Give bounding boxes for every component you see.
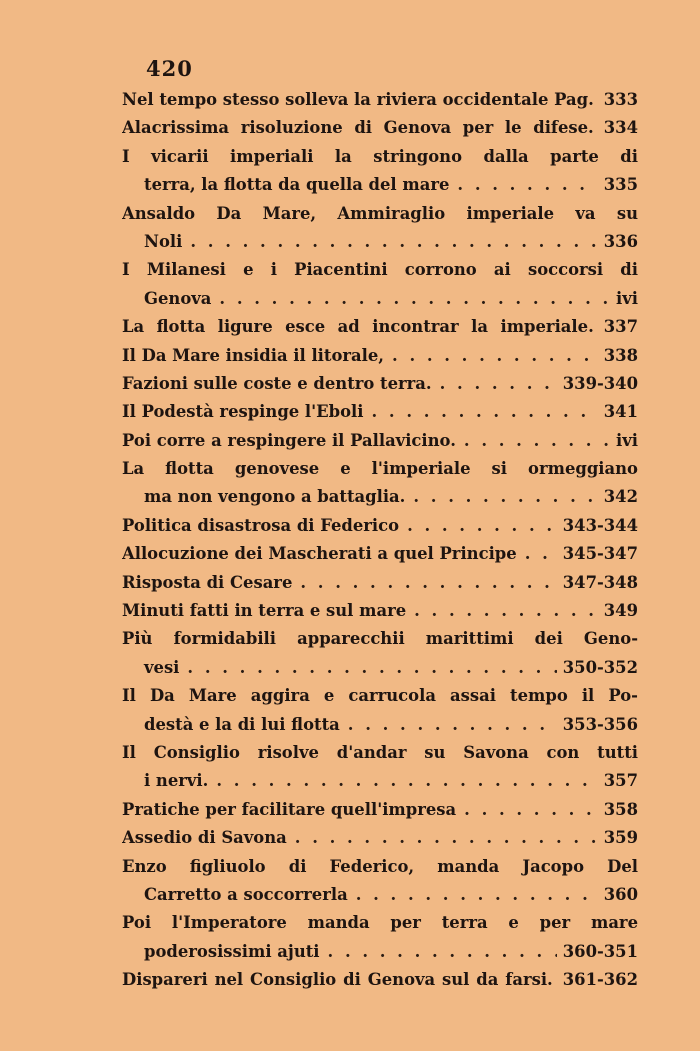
- toc-page-ref: ivi: [616, 288, 638, 308]
- toc-line: [122, 569, 638, 597]
- toc-entry-text: Il Consiglio risolve d'andar su Savona con tutti: [122, 742, 638, 762]
- toc-page-ref: 335: [603, 175, 638, 195]
- toc-entry-text: poderosissimi ajuti: [144, 941, 320, 961]
- toc-line: [122, 313, 638, 341]
- toc-entry-text: Politica disastrosa di Federico: [122, 515, 400, 535]
- toc-line: [122, 455, 638, 483]
- toc-line: [122, 200, 638, 228]
- toc-line: [122, 512, 638, 540]
- dot-leader: [187, 654, 556, 682]
- toc-entry-text: Alacrissima risoluzione di Genova per le difese.: [122, 118, 594, 138]
- toc-page-ref: 347-348: [562, 572, 638, 592]
- toc-entry-text: Assedio di Savona: [122, 828, 287, 848]
- toc-page-ref: 336: [603, 231, 638, 251]
- toc-line: [122, 256, 638, 284]
- dot-leader: [356, 881, 598, 909]
- toc-page-ref: 359: [603, 828, 638, 848]
- toc-line: [122, 427, 638, 455]
- toc-line: [122, 739, 638, 767]
- toc-page-ref: 343-344: [562, 515, 638, 535]
- toc-entry-text: Il Podestà respinge l'Eboli: [122, 402, 364, 422]
- toc-entry-text: Carretto a soccorrerla: [144, 884, 348, 904]
- toc-entry-text: ma non vengono a battaglia.: [144, 487, 406, 507]
- toc-entry-text: terra, la flotta da quella del mare: [144, 175, 450, 195]
- dot-leader: [407, 512, 557, 540]
- toc-entry-text: vesi: [144, 657, 180, 677]
- toc-entry-text: Più formidabili apparecchii marittimi dei Geno-: [122, 629, 638, 649]
- dot-leader: [300, 569, 556, 597]
- dot-leader: [372, 398, 598, 426]
- toc-entry-text: Allocuzione dei Mascherati a quel Principe: [122, 544, 517, 564]
- dot-leader: [464, 427, 610, 455]
- toc-page-ref: 342: [603, 487, 638, 507]
- dot-leader: [295, 824, 598, 852]
- page-number: 420: [146, 56, 193, 81]
- toc-page-ref: 361-362: [562, 970, 638, 990]
- toc-entry-text: Risposta di Cesare: [122, 572, 293, 592]
- toc-line: [122, 398, 638, 426]
- toc-line: [122, 114, 638, 142]
- toc-line: [122, 171, 638, 199]
- toc-line: [122, 654, 638, 682]
- toc-line: [122, 228, 638, 256]
- toc-line: [122, 540, 638, 568]
- toc-entry-text: Pratiche per facilitare quell'impresa: [122, 799, 457, 819]
- dot-leader: [440, 370, 557, 398]
- dot-leader: [216, 767, 597, 795]
- toc-page-ref: 338: [603, 345, 638, 365]
- table-of-contents: [122, 86, 638, 995]
- toc-page-ref: 334: [603, 118, 638, 138]
- toc-line: [122, 285, 638, 313]
- dot-leader: [190, 228, 597, 256]
- toc-page-ref: 349: [603, 601, 638, 621]
- toc-entry-text: i nervi.: [144, 771, 209, 791]
- toc-entry-text: I vicarii imperiali la stringono dalla parte di: [122, 146, 638, 166]
- toc-page-ref: 360-351: [562, 941, 638, 961]
- toc-line: [122, 881, 638, 909]
- toc-page-ref: ivi: [616, 430, 638, 450]
- toc-line: [122, 342, 638, 370]
- toc-page-ref: 333: [603, 90, 638, 109]
- toc-page-ref: 350-352: [562, 657, 638, 677]
- dot-leader: [413, 483, 597, 511]
- toc-entry-text: I Milanesi e i Piacentini corrono ai soccorsi di: [122, 260, 638, 280]
- toc-page-ref: 341: [603, 402, 638, 422]
- toc-line: [122, 938, 638, 966]
- toc-entry-text: La flotta genovese e l'imperiale si ormeggiano: [122, 459, 638, 479]
- toc-line: [122, 711, 638, 739]
- toc-line: [122, 682, 638, 710]
- dot-leader: [348, 711, 557, 739]
- toc-page-ref: 360: [603, 884, 638, 904]
- dot-leader: [328, 938, 557, 966]
- toc-page-ref: 337: [603, 317, 638, 337]
- toc-page-ref: 358: [603, 799, 638, 819]
- toc-entry-text: Enzo figliuolo di Federico, manda Jacopo Del: [122, 856, 638, 876]
- toc-entry-text: Poi l'Imperatore manda per terra e per mare: [122, 913, 638, 933]
- toc-entry-text: Minuti fatti in terra e sul mare: [122, 601, 407, 621]
- toc-entry-text: destà e la di lui flotta: [144, 714, 340, 734]
- dot-leader: [457, 171, 597, 199]
- toc-line: [122, 824, 638, 852]
- toc-line: [122, 767, 638, 795]
- toc-line: [122, 796, 638, 824]
- dot-leader: [392, 342, 598, 370]
- toc-entry-text: La flotta ligure esce ad incontrar la imperiale.: [122, 317, 594, 337]
- toc-line: [122, 966, 638, 994]
- toc-page-ref: 357: [603, 771, 638, 791]
- toc-line: [122, 625, 638, 653]
- toc-line: [122, 597, 638, 625]
- toc-entry-text: Nel tempo stesso solleva la riviera occidentale Pag.: [122, 90, 594, 109]
- toc-page-ref: 345-347: [562, 544, 638, 564]
- toc-entry-text: Noli: [144, 231, 183, 251]
- toc-line: [122, 483, 638, 511]
- toc-line: [122, 370, 638, 398]
- dot-leader: [525, 540, 557, 568]
- toc-page-ref: 339-340: [562, 373, 638, 393]
- dot-leader: [219, 285, 610, 313]
- toc-entry-text: Ansaldo Da Mare, Ammiraglio imperiale va su: [122, 203, 638, 223]
- dot-leader: [414, 597, 598, 625]
- toc-line: [122, 86, 638, 114]
- toc-page-ref: 353-356: [562, 714, 638, 734]
- toc-entry-text: Il Da Mare aggira e carrucola assai tempo il Po-: [122, 686, 638, 706]
- toc-entry-text: Fazioni sulle coste e dentro terra.: [122, 373, 432, 393]
- toc-entry-text: Il Da Mare insidia il litorale,: [122, 345, 385, 365]
- toc-line: [122, 853, 638, 881]
- toc-line: [122, 909, 638, 937]
- toc-entry-text: Poi corre a respingere il Pallavicino.: [122, 430, 456, 450]
- toc-entry-text: Dispareri nel Consiglio di Genova sul da farsi.: [122, 970, 553, 990]
- toc-entry-text: Genova: [144, 288, 212, 308]
- toc-line: [122, 143, 638, 171]
- dot-leader: [464, 796, 598, 824]
